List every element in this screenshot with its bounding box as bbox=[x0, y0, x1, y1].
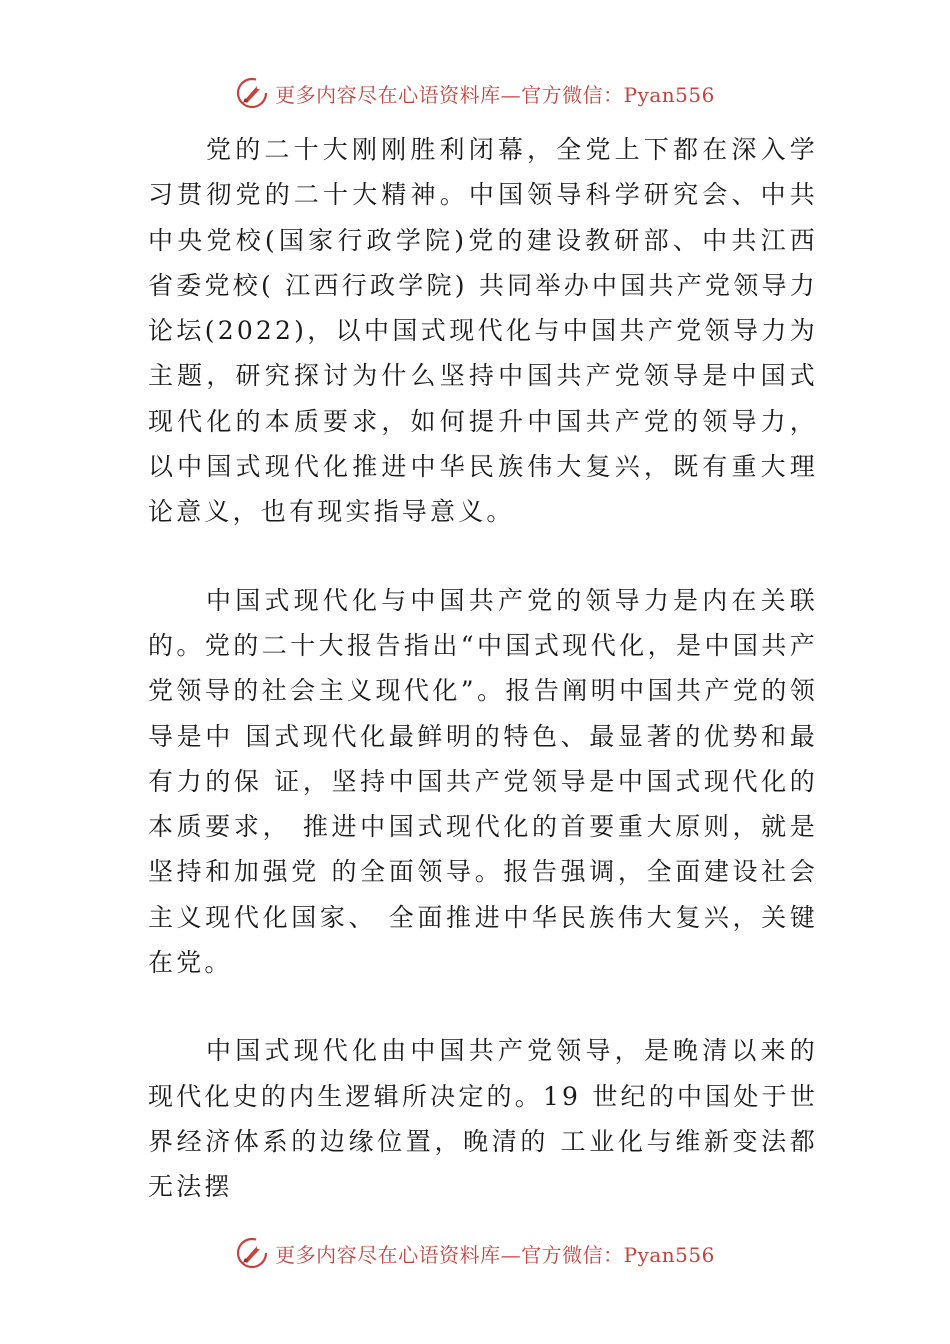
footer-banner bbox=[0, 1233, 950, 1273]
paragraph: 中国式现代化由中国共产党领导，是晚清以来的现代化史的内生逻辑所决定的。19 世纪的中国处于世界经济体系的边缘位置，晚清的 工业化与维新变法都无法摆 bbox=[148, 1036, 818, 1202]
pen-logo-icon bbox=[235, 1236, 269, 1270]
banner-text: 更多内容尽在心语资料库—官方微信：Pyan556 bbox=[275, 82, 715, 107]
paragraph: 党的二十大刚刚胜利闭幕，全党上下都在深入学习贯彻党的二十大精神。中国领导科学研究会、中共中央党校(国家行政学院)党的建设教研部、中共江西省委党校( 江西行政学院) 共同举办中国共产党领导力论坛(2022)，以中国式现代化与中国共产党领导力为主题，研究探讨为什么坚持中国共产党领导是中国式现代化的本质要求，如何提升中国共产党的领导力，以中国式现代化推进中华民族伟大复兴，既有重大理论意义，也有现实指导意义。 bbox=[148, 135, 818, 527]
paragraph: 中国式现代化与中国共产党的领导力是内在关联的。党的二十大报告指出“中国式现代化，是中国共产党领导的社会主义现代化”。报告阐明中国共产党的领导是中 国式现代化最鲜明的特色、最显著的优势和最有力的保 证，坚持中国共产党领导是中国式现代化的本质要求， 推进中国式现代化的首要重大原则，就是坚持和加强党 的全面领导。报告强调，全面建设社会主义现代化国家、 全面推进中华民族伟大复兴，关键在党。 bbox=[148, 585, 818, 978]
document-body bbox=[148, 127, 818, 1210]
banner-text: 更多内容尽在心语资料库—官方微信：Pyan556 bbox=[275, 1242, 715, 1267]
header-banner bbox=[0, 73, 950, 113]
pen-logo-icon bbox=[235, 76, 269, 110]
